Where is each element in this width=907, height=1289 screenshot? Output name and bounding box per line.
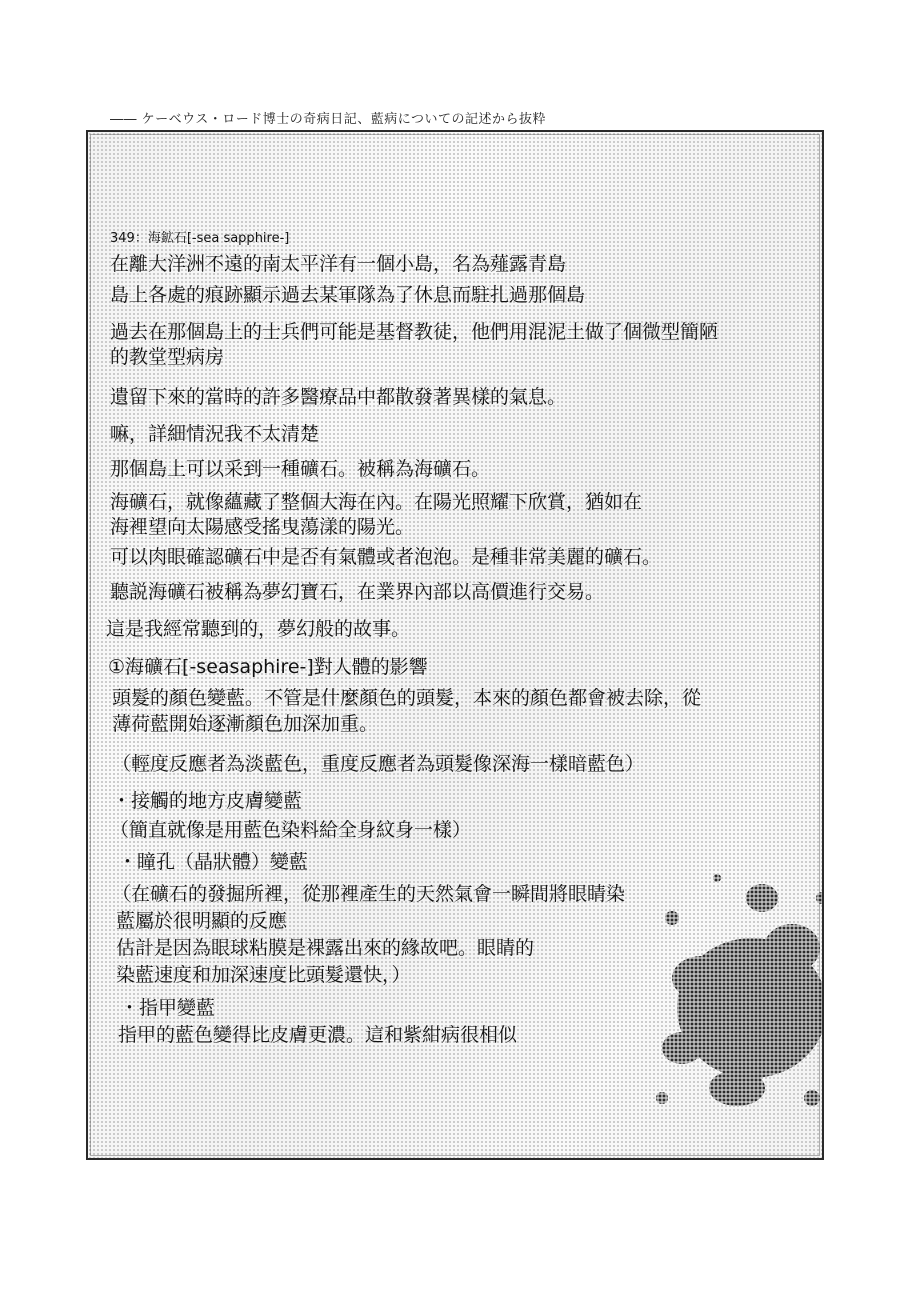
- text-line: 聽説海礦石被稱為夢幻寶石，在業界內部以高價進行交易。: [110, 581, 605, 603]
- text-line: 的教堂型病房: [110, 346, 225, 368]
- bullet-item: ・瞳孔（晶狀體）變藍: [118, 851, 309, 873]
- text-line: 過去在那個島上的士兵們可能是基督教徒，他們用混泥土做了個微型簡陋: [110, 321, 719, 343]
- bullet-item: ・指甲變藍: [120, 997, 216, 1019]
- text-line: （簡直就像是用藍色染料給全身紋身一樣）: [110, 819, 472, 841]
- entry-text: [88, 132, 822, 1158]
- bullet-item: ・接觸的地方皮膚變藍: [112, 790, 303, 812]
- page-header: ―― ケーベウス・ロード博士の奇病日記、藍病についての記述から抜粋: [110, 112, 546, 127]
- text-line: 島上各處的痕跡顯示過去某軍隊為了休息而駐扎過那個島: [110, 284, 586, 306]
- text-line: 可以肉眼確認礦石中是否有氣體或者泡泡。是種非常美麗的礦石。: [110, 546, 662, 568]
- text-line: 嘛，詳細情況我不太清楚: [110, 423, 320, 445]
- text-line: 薄荷藍開始逐漸顏色加深加重。: [112, 713, 379, 735]
- text-line: （在礦石的發掘所裡，從那裡產生的天然氣會一瞬間將眼睛染: [112, 883, 626, 905]
- entry-heading: 349：海鉱石[-sea sapphire-]: [110, 231, 290, 246]
- text-line: 在離大洋洲不遠的南太平洋有一個小島，名為薤露青島: [110, 253, 567, 275]
- text-line: 染藍速度和加深速度比頭髮還快，）: [116, 964, 411, 986]
- text-line: 遺留下來的當時的許多醫療品中都散發著異樣的氣息。: [110, 386, 567, 408]
- document-panel: [86, 130, 824, 1160]
- text-line: 指甲的藍色變得比皮膚更濃。這和紫紺病很相似: [118, 1024, 518, 1046]
- text-line: 那個島上可以采到一種礦石。被稱為海礦石。: [110, 458, 491, 480]
- text-line: 估計是因為眼球粘膜是裸露出來的緣故吧。眼睛的: [116, 937, 535, 959]
- text-line: 頭髮的顏色變藍。不管是什麼顏色的頭髮，本來的顏色都會被去除，從: [112, 687, 702, 709]
- text-line: （輕度反應者為淡藍色，重度反應者為頭髮像深海一樣暗藍色）: [112, 753, 645, 775]
- text-line: 海礦石，就像蘊藏了整個大海在內。在陽光照耀下欣賞，猶如在: [110, 491, 643, 513]
- text-line: 海裡望向太陽感受搖曳蕩漾的陽光。: [110, 516, 415, 538]
- text-line: 這是我經常聽到的，夢幻般的故事。: [106, 618, 411, 640]
- section-heading: ①海礦石[-seasaphire-]對人體的影響: [108, 656, 428, 678]
- text-line: 藍屬於很明顯的反應: [116, 910, 288, 932]
